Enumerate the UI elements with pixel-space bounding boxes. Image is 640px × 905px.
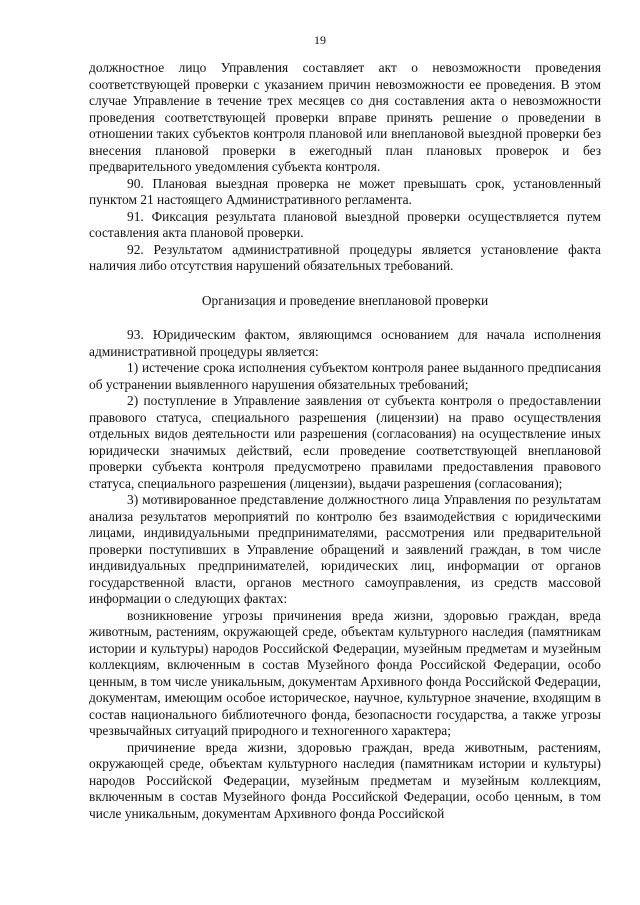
document-body xyxy=(89,60,601,822)
paragraph-90: 90. Плановая выездная проверка не может превышать срок, установленный пунктом 21 настоящего Административного регламента. xyxy=(89,175,601,207)
section-heading: Организация и проведение внеплановой проверки xyxy=(201,292,489,308)
list-item-2: 2) поступление в Управление заявления от субъекта контроля о предоставлении правового статуса, специального разрешения (лицензии) на право осуществления отдельных видов деятельности или разрешения (согласования) на осуществление иных юридически значимых действий, если проведение соответствующей внеплановой проверки субъекта контроля предусмотрено правилами предоставления правового статуса, специального разрешения (лицензии), выдачи разрешения (согласования); xyxy=(89,393,601,491)
fact-threat: возникновение угрозы причинения вреда жизни, здоровью граждан, вреда животным, растениям, окружающей среде, объектам культурного наследия (памятникам истории и культуры) народов Российской Федерации, музейным предметам и музейным коллекциям, включенным в состав Музейного фонда Российской Федерации, особо ценным, в том числе уникальным, документам Архивного фонда Российской Федерации, документам, имеющим особое историческое, научное, культурное значение, входящим в состав национального библиотечного фонда, безопасности государства, а также угрозы чрезвычайных ситуаций природного и техногенного характера; xyxy=(89,607,601,738)
list-item-3: 3) мотивированное представление должностного лица Управления по результатам анализа результатов мероприятий по контролю без взаимодействия с юридическими лицами, индивидуальными предпринимателями, рассмотрения или предварительной проверки поступивших в Управление обращений и заявлений граждан, в том числе индивидуальных предпринимателей, юридических лиц, информации от органов государственной власти, органов местного самоуправления, из средств массовой информации о следующих фактах: xyxy=(89,492,601,606)
paragraph-93: 93. Юридическим фактом, являющимся основанием для начала исполнения административной процедуры является: xyxy=(89,327,601,359)
paragraph-continuation: должностное лицо Управления составляет акт о невозможности проведения соответствующей проверки с указанием причин невозможности ее проведения. В этом случае Управление в течение трех месяцев со дня составления акта о невозможности проведения соответствующей проверки вправе принять решение о проведении в отношении таких субъектов контроля плановой или внеплановой выездной проверки без внесения плановой проверки в ежегодный план плановых проверок и без предварительного уведомления субъекта контроля. xyxy=(89,60,601,174)
paragraph-92: 92. Результатом административной процедуры является установление факта наличия либо отсутствия нарушений обязательных требований. xyxy=(89,241,601,273)
list-item-1: 1) истечение срока исполнения субъектом контроля ранее выданного предписания об устранении выявленного нарушения обязательных требований; xyxy=(89,360,601,392)
page-number: 19 xyxy=(314,33,326,47)
paragraph-91: 91. Фиксация результата плановой выездной проверки осуществляется путем составления акта плановой проверки. xyxy=(89,208,601,240)
fact-harm: причинение вреда жизни, здоровью граждан, вреда животным, растениям, окружающей среде, объектам культурного наследия (памятникам истории и культуры) народов Российской Федерации, музейным предметам и музейным коллекциям, включенным в состав Музейного фонда Российской Федерации, особо ценным, в том числе уникальным, документам Архивного фонда Российской xyxy=(89,739,601,821)
